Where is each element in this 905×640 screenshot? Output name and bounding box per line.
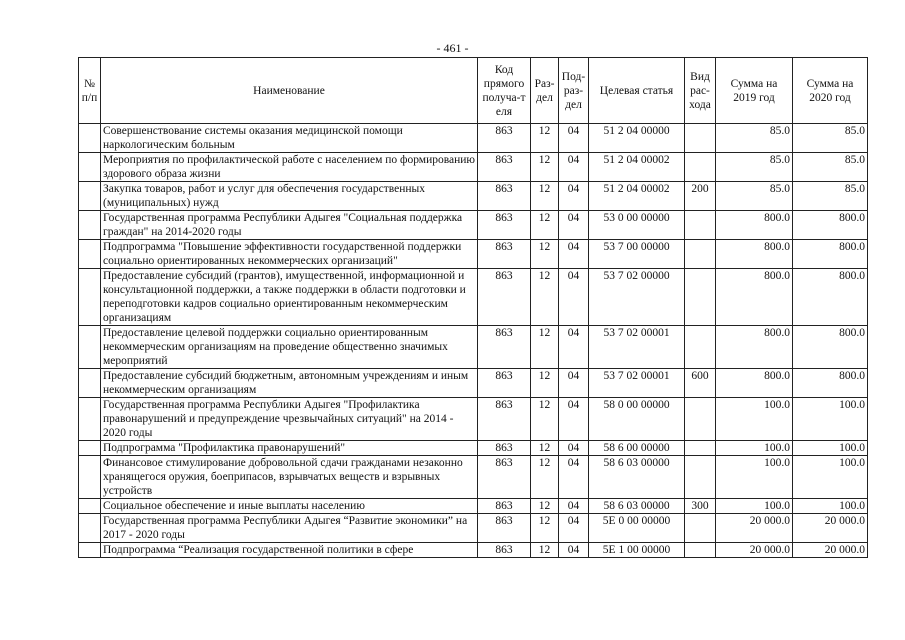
cell-name: Предоставление целевой поддержки социально ориентированным некоммерческим организациям на проведение общественно значимых мероприятий (101, 326, 478, 369)
cell-code: 863 (478, 441, 531, 456)
cell-subsection: 04 (559, 240, 589, 269)
cell-expense (685, 326, 716, 369)
cell-num (79, 441, 101, 456)
cell-subsection: 04 (559, 211, 589, 240)
cell-num (79, 153, 101, 182)
cell-sum-2020: 100.0 (793, 456, 868, 499)
table-row (79, 514, 868, 543)
cell-section: 12 (531, 499, 559, 514)
cell-sum-2019: 800.0 (716, 326, 793, 369)
cell-num (79, 240, 101, 269)
cell-name: Государственная программа Республики Адыгея "Социальная поддержка граждан" на 2014-2020 годы (101, 211, 478, 240)
table-row (79, 456, 868, 499)
header-expense: Вид рас- хода (685, 58, 716, 124)
cell-num (79, 499, 101, 514)
cell-section: 12 (531, 211, 559, 240)
cell-sum-2020: 85.0 (793, 124, 868, 153)
cell-sum-2019: 20 000.0 (716, 543, 793, 558)
cell-sum-2020: 20 000.0 (793, 514, 868, 543)
cell-subsection: 04 (559, 398, 589, 441)
cell-target: 53 7 02 00001 (589, 369, 685, 398)
table-row (79, 499, 868, 514)
cell-section: 12 (531, 514, 559, 543)
cell-name: Совершенствование системы оказания медицинской помощи наркологическим больным (101, 124, 478, 153)
cell-name: Закупка товаров, работ и услуг для обеспечения государственных (муниципальных) нужд (101, 182, 478, 211)
cell-target: 53 7 02 00001 (589, 326, 685, 369)
cell-expense (685, 153, 716, 182)
cell-sum-2019: 800.0 (716, 211, 793, 240)
cell-code: 863 (478, 514, 531, 543)
cell-section: 12 (531, 369, 559, 398)
cell-sum-2020: 800.0 (793, 269, 868, 326)
cell-num (79, 182, 101, 211)
cell-section: 12 (531, 326, 559, 369)
cell-sum-2019: 20 000.0 (716, 514, 793, 543)
table-row (79, 182, 868, 211)
table-row (79, 326, 868, 369)
header-sum-2019: Сумма на 2019 год (716, 58, 793, 124)
cell-sum-2020: 85.0 (793, 153, 868, 182)
cell-section: 12 (531, 543, 559, 558)
cell-target: 51 2 04 00002 (589, 182, 685, 211)
cell-subsection: 04 (559, 456, 589, 499)
cell-sum-2020: 800.0 (793, 211, 868, 240)
cell-name: Подпрограмма "Повышение эффективности государственной поддержки социально ориентированных некоммерческих организаций" (101, 240, 478, 269)
cell-target: 5Е 1 00 00000 (589, 543, 685, 558)
cell-num (79, 124, 101, 153)
page-number: - 461 - (436, 41, 469, 55)
cell-sum-2019: 85.0 (716, 182, 793, 211)
cell-num (79, 543, 101, 558)
cell-sum-2019: 100.0 (716, 441, 793, 456)
table-row (79, 240, 868, 269)
table-row (79, 369, 868, 398)
cell-code: 863 (478, 240, 531, 269)
cell-subsection: 04 (559, 182, 589, 211)
cell-sum-2020: 85.0 (793, 182, 868, 211)
cell-sum-2020: 800.0 (793, 369, 868, 398)
cell-subsection: 04 (559, 514, 589, 543)
cell-sum-2020: 100.0 (793, 499, 868, 514)
cell-code: 863 (478, 543, 531, 558)
cell-sum-2020: 20 000.0 (793, 543, 868, 558)
cell-name: Государственная программа Республики Адыгея "Профилактика правонарушений и предупреждение чрезвычайных ситуаций" на 2014 - 2020 годы (101, 398, 478, 441)
cell-code: 863 (478, 369, 531, 398)
cell-name: Подпрограмма "Профилактика правонарушений" (101, 441, 478, 456)
cell-target: 53 7 00 00000 (589, 240, 685, 269)
table-row (79, 441, 868, 456)
budget-table (78, 57, 868, 558)
table-row (79, 211, 868, 240)
cell-expense (685, 398, 716, 441)
cell-target: 53 7 02 00000 (589, 269, 685, 326)
header-num: № п/п (79, 58, 101, 124)
cell-code: 863 (478, 124, 531, 153)
table-body (79, 124, 868, 558)
cell-code: 863 (478, 182, 531, 211)
cell-name: Социальное обеспечение и иные выплаты населению (101, 499, 478, 514)
cell-code: 863 (478, 398, 531, 441)
cell-section: 12 (531, 456, 559, 499)
header-code: Код прямого получа-т еля (478, 58, 531, 124)
cell-target: 58 0 00 00000 (589, 398, 685, 441)
cell-code: 863 (478, 499, 531, 514)
cell-expense: 300 (685, 499, 716, 514)
cell-sum-2019: 85.0 (716, 153, 793, 182)
cell-expense (685, 211, 716, 240)
cell-subsection: 04 (559, 543, 589, 558)
header-name: Наименование (101, 58, 478, 124)
table-row (79, 543, 868, 558)
cell-section: 12 (531, 153, 559, 182)
cell-name: Предоставление субсидий (грантов), имущественной, информационной и консультационной поддержки, а также поддержки в области подготовки и переподготовки кадров социально ориентированным некоммерческим организациям (101, 269, 478, 326)
cell-expense (685, 441, 716, 456)
cell-sum-2020: 100.0 (793, 398, 868, 441)
cell-code: 863 (478, 456, 531, 499)
cell-code: 863 (478, 153, 531, 182)
cell-expense (685, 240, 716, 269)
cell-section: 12 (531, 398, 559, 441)
header-sum-2020: Сумма на 2020 год (793, 58, 868, 124)
table-header-row (79, 58, 868, 124)
cell-section: 12 (531, 124, 559, 153)
cell-num (79, 211, 101, 240)
cell-subsection: 04 (559, 124, 589, 153)
cell-subsection: 04 (559, 269, 589, 326)
cell-target: 51 2 04 00002 (589, 153, 685, 182)
cell-sum-2019: 800.0 (716, 369, 793, 398)
header-section: Раз- дел (531, 58, 559, 124)
cell-expense (685, 514, 716, 543)
cell-num (79, 514, 101, 543)
cell-sum-2019: 85.0 (716, 124, 793, 153)
cell-code: 863 (478, 269, 531, 326)
cell-name: Мероприятия по профилактической работе с населением по формированию здорового образа жизни (101, 153, 478, 182)
cell-sum-2019: 100.0 (716, 398, 793, 441)
cell-name: Финансовое стимулирование добровольной сдачи гражданами незаконно хранящегося оружия, боеприпасов, взрывчатых веществ и взрывных устройств (101, 456, 478, 499)
cell-sum-2020: 800.0 (793, 326, 868, 369)
table-row (79, 269, 868, 326)
cell-subsection: 04 (559, 499, 589, 514)
cell-target: 51 2 04 00000 (589, 124, 685, 153)
cell-sum-2019: 800.0 (716, 240, 793, 269)
cell-name: Предоставление субсидий бюджетным, автономным учреждениям и иным некоммерческим организациям (101, 369, 478, 398)
cell-subsection: 04 (559, 326, 589, 369)
cell-expense: 600 (685, 369, 716, 398)
cell-target: 58 6 00 00000 (589, 441, 685, 456)
cell-sum-2020: 800.0 (793, 240, 868, 269)
cell-section: 12 (531, 182, 559, 211)
table-row (79, 398, 868, 441)
cell-expense: 200 (685, 182, 716, 211)
cell-target: 58 6 03 00000 (589, 456, 685, 499)
cell-num (79, 269, 101, 326)
cell-section: 12 (531, 441, 559, 456)
cell-expense (685, 124, 716, 153)
cell-expense (685, 543, 716, 558)
cell-sum-2019: 800.0 (716, 269, 793, 326)
cell-num (79, 398, 101, 441)
cell-name: Государственная программа Республики Адыгея “Развитие экономики” на 2017 - 2020 годы (101, 514, 478, 543)
cell-expense (685, 269, 716, 326)
cell-section: 12 (531, 240, 559, 269)
cell-subsection: 04 (559, 369, 589, 398)
cell-target: 53 0 00 00000 (589, 211, 685, 240)
header-target: Целевая статья (589, 58, 685, 124)
cell-sum-2019: 100.0 (716, 499, 793, 514)
table-row (79, 153, 868, 182)
cell-num (79, 326, 101, 369)
cell-expense (685, 456, 716, 499)
cell-name: Подпрограмма “Реализация государственной политики в сфере (101, 543, 478, 558)
table-row (79, 124, 868, 153)
cell-code: 863 (478, 326, 531, 369)
cell-code: 863 (478, 211, 531, 240)
cell-num (79, 456, 101, 499)
cell-target: 58 6 03 00000 (589, 499, 685, 514)
cell-sum-2020: 100.0 (793, 441, 868, 456)
cell-subsection: 04 (559, 153, 589, 182)
cell-subsection: 04 (559, 441, 589, 456)
cell-section: 12 (531, 269, 559, 326)
header-subsection: Под- раз- дел (559, 58, 589, 124)
cell-target: 5Е 0 00 00000 (589, 514, 685, 543)
cell-num (79, 369, 101, 398)
cell-sum-2019: 100.0 (716, 456, 793, 499)
